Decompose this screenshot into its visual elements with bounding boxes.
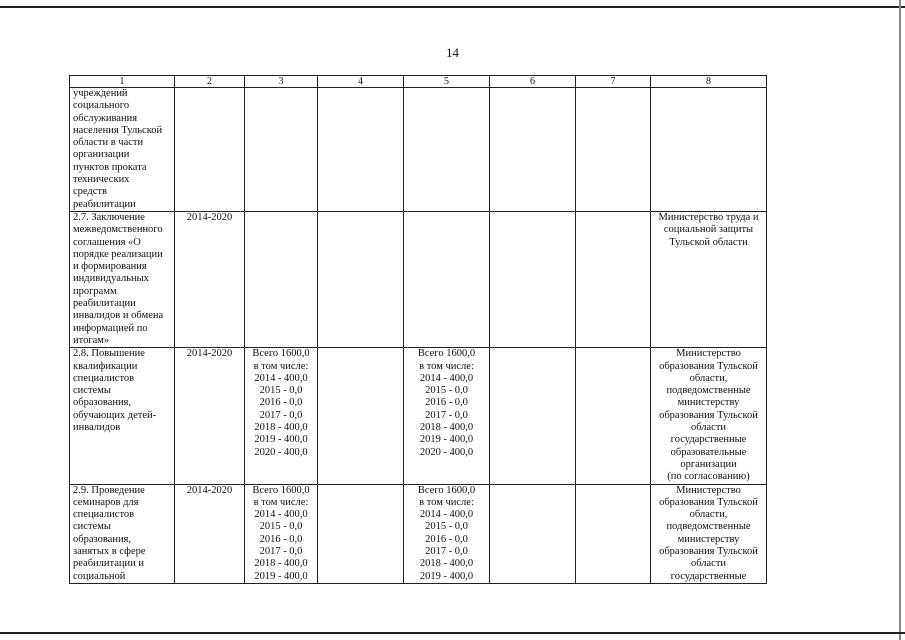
cell-line: и формирования <box>73 261 147 273</box>
period-cell: 2014-2020 <box>175 348 245 484</box>
cell-line: в том числе: <box>253 496 309 508</box>
cell-line: области <box>690 558 727 570</box>
cell-line: 2015 - 0,0 <box>425 385 468 397</box>
table-row <box>70 484 767 583</box>
cell-line: образования Тульской <box>659 545 758 557</box>
cell-line: 2018 - 400,0 <box>419 558 474 570</box>
cell-line: Всего 1600,0 <box>252 484 310 496</box>
cell-line: 2018 - 400,0 <box>254 558 308 570</box>
executor-cell <box>651 348 767 484</box>
cell-line: специалистов <box>73 509 135 521</box>
regional-funding-cell <box>404 484 490 583</box>
executor-cell <box>651 484 767 583</box>
cell-line: 2020 - 400,0 <box>254 446 308 458</box>
cell-line: образования, <box>73 533 132 545</box>
period-cell: 2014-2020 <box>175 211 245 347</box>
table-row <box>70 211 767 347</box>
activity-cell <box>70 484 175 583</box>
cell-line: государственные <box>670 570 747 582</box>
empty-cell <box>576 484 651 583</box>
cell-line: реабилитации и <box>73 558 144 570</box>
cell-line: подведомственные <box>666 385 751 397</box>
cell-line: области <box>690 422 727 434</box>
cell-line: программ <box>73 285 117 297</box>
empty-cell <box>490 211 576 347</box>
cell-line: в том числе: <box>419 360 474 372</box>
cell-line: (по согласованию) <box>667 471 750 483</box>
cell-line: Министерство <box>676 348 741 360</box>
total-funding-cell <box>245 348 318 484</box>
table-row <box>70 348 767 484</box>
page-number: 14 <box>446 45 459 60</box>
empty-cell <box>490 88 576 212</box>
cell-line: системы <box>73 385 111 397</box>
cell-line: социальной защиты <box>663 224 754 236</box>
cell-line: занятых в сфере <box>73 545 146 557</box>
activity-cell <box>70 348 175 484</box>
cell-line: организации <box>680 458 737 470</box>
cell-line: учреждений <box>73 88 128 99</box>
column-header: 8 <box>651 76 767 88</box>
cell-line: социальной <box>73 570 126 582</box>
cell-line: порядке реализации <box>73 248 163 260</box>
cell-line: государственные <box>670 434 747 446</box>
period-cell: 2014-2020 <box>175 484 245 583</box>
total-funding-cell <box>245 211 318 347</box>
cell-line: межведомственного <box>73 224 163 236</box>
empty-cell <box>318 211 404 347</box>
cell-line: 2014 - 400,0 <box>254 372 308 384</box>
cell-line: информацией по <box>73 322 148 334</box>
executor-cell <box>651 88 767 212</box>
cell-line: семинаров для <box>73 496 139 508</box>
period-cell <box>175 88 245 212</box>
column-header: 7 <box>576 76 651 88</box>
cell-line: населения Тульской <box>73 124 163 136</box>
cell-line: 2020 - 400,0 <box>419 446 474 458</box>
cell-line: 2.8. Повышение <box>73 348 145 360</box>
cell-line: социального <box>73 100 130 112</box>
empty-cell <box>576 88 651 212</box>
regional-funding-cell <box>404 348 490 484</box>
cell-line: образования Тульской <box>659 360 758 372</box>
cell-line: области, <box>689 372 728 384</box>
cell-line: 2017 - 0,0 <box>425 545 468 557</box>
total-funding-cell <box>245 88 318 212</box>
cell-line: министерству <box>677 397 740 409</box>
cell-line: итогам» <box>73 334 110 346</box>
cell-line: 2014 - 400,0 <box>419 509 474 521</box>
regional-funding-cell <box>404 88 490 212</box>
cell-line: инвалидов и обмена <box>73 310 164 322</box>
cell-line: 2019 - 400,0 <box>254 570 308 582</box>
cell-line: 2.9. Проведение <box>73 484 145 496</box>
cell-line: 2019 - 400,0 <box>419 434 474 446</box>
cell-line: 2017 - 0,0 <box>259 545 303 557</box>
cell-line: в том числе: <box>419 496 474 508</box>
column-header: 4 <box>318 76 404 88</box>
executor-cell <box>651 211 767 347</box>
page-right-edge <box>899 0 901 640</box>
table-body <box>70 88 767 584</box>
cell-line: 2018 - 400,0 <box>254 422 308 434</box>
cell-line: реабилитации <box>73 298 136 310</box>
cell-line: обучающих детей- <box>73 409 157 421</box>
cell-line: 2019 - 400,0 <box>254 434 308 446</box>
cell-line: 2015 - 0,0 <box>259 521 303 533</box>
cell-line: обслуживания <box>73 112 138 124</box>
cell-line: образования Тульской <box>659 496 758 508</box>
empty-cell <box>576 348 651 484</box>
cell-line: 2.7. Заключение <box>73 211 145 223</box>
activity-cell <box>70 211 175 347</box>
column-header: 2 <box>175 76 245 88</box>
cell-line: образования, <box>73 397 132 409</box>
cell-line: образовательные <box>670 446 747 458</box>
cell-line: соглашения «О <box>73 236 141 248</box>
page-bottom-edge <box>0 632 905 634</box>
cell-line: 2017 - 0,0 <box>425 409 468 421</box>
cell-line: 2014 - 400,0 <box>419 372 474 384</box>
empty-cell <box>318 484 404 583</box>
cell-line: Тульской области <box>669 236 748 248</box>
cell-line: Всего 1600,0 <box>417 484 476 496</box>
cell-line: 2016 - 0,0 <box>425 533 468 545</box>
cell-line: 2015 - 0,0 <box>259 385 303 397</box>
cell-line: организации <box>73 149 130 161</box>
page-top-edge <box>0 6 905 8</box>
cell-line: 2018 - 400,0 <box>419 422 474 434</box>
cell-line: подведомственные <box>666 521 751 533</box>
empty-cell <box>490 348 576 484</box>
column-header: 3 <box>245 76 318 88</box>
empty-cell <box>576 211 651 347</box>
header-row <box>70 76 767 88</box>
cell-line: специалистов <box>73 372 135 384</box>
column-header: 6 <box>490 76 576 88</box>
program-table <box>69 75 767 584</box>
cell-line: 2016 - 0,0 <box>259 533 303 545</box>
cell-line: 2016 - 0,0 <box>259 397 303 409</box>
regional-funding-cell <box>404 211 490 347</box>
cell-line: 2016 - 0,0 <box>425 397 468 409</box>
table-row <box>70 88 767 212</box>
column-header: 1 <box>70 76 175 88</box>
cell-line: Министерство труда и <box>658 211 759 223</box>
cell-line: Министерство <box>676 484 741 496</box>
empty-cell <box>318 348 404 484</box>
cell-line: системы <box>73 521 111 533</box>
empty-cell <box>318 88 404 212</box>
activity-cell <box>70 88 175 212</box>
cell-line: области, <box>689 509 728 521</box>
cell-line: 2017 - 0,0 <box>259 409 303 421</box>
cell-line: технических <box>73 174 130 186</box>
total-funding-cell <box>245 484 318 583</box>
cell-line: индивидуальных <box>73 273 149 285</box>
column-header: 5 <box>404 76 490 88</box>
cell-line: министерству <box>677 533 740 545</box>
cell-line: Всего 1600,0 <box>252 348 310 360</box>
cell-line: области в части <box>73 137 144 149</box>
empty-cell <box>490 484 576 583</box>
cell-line: 2019 - 400,0 <box>419 570 474 582</box>
cell-line: пунктов проката <box>73 161 147 173</box>
cell-line: инвалидов <box>73 422 121 434</box>
cell-line: 2015 - 0,0 <box>425 521 468 533</box>
cell-line: образования Тульской <box>659 409 758 421</box>
cell-line: средств <box>73 186 107 198</box>
cell-line: в том числе: <box>253 360 309 372</box>
cell-line: реабилитации <box>73 198 136 210</box>
cell-line: Всего 1600,0 <box>417 348 476 360</box>
cell-line: квалификации <box>73 360 138 372</box>
cell-line: 2014 - 400,0 <box>254 509 308 521</box>
